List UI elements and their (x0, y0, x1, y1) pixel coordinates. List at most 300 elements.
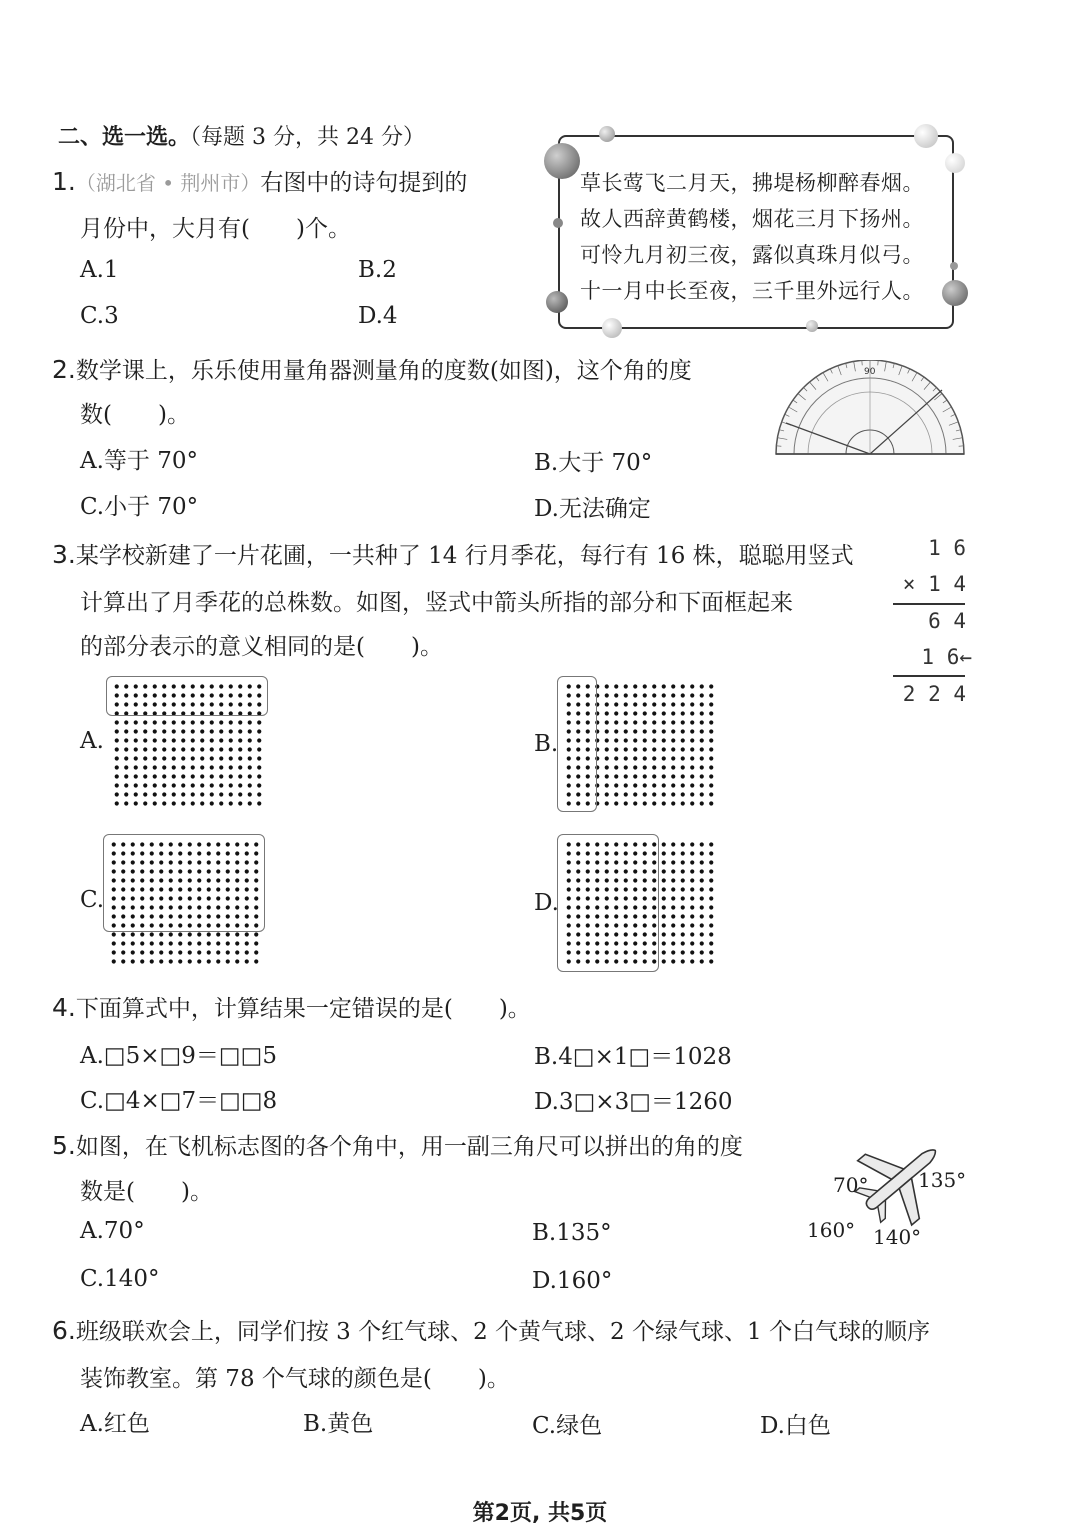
dot (633, 702, 637, 706)
dot (633, 774, 637, 778)
dot (700, 693, 704, 697)
option-b[interactable]: B.2 (358, 257, 397, 283)
option-d[interactable]: D.160° (532, 1268, 613, 1294)
dot (238, 756, 242, 760)
dot (200, 756, 204, 760)
option-a[interactable]: A.等于 70° (80, 448, 198, 474)
dot (124, 747, 128, 751)
option-b[interactable]: B.135° (532, 1220, 612, 1246)
angle-label-70: 70° (833, 1173, 869, 1197)
dot (219, 792, 223, 796)
dot (257, 738, 261, 742)
calc-multiplicand: 1 6 (928, 536, 966, 560)
dot (210, 720, 214, 724)
dot (624, 783, 628, 787)
dot (134, 774, 138, 778)
dot (614, 765, 618, 769)
dot (219, 765, 223, 769)
dot (700, 702, 704, 706)
dot (245, 950, 249, 954)
question-1-line2: 月份中，大月有( )个。 (80, 216, 351, 242)
dot (681, 702, 685, 706)
dot (671, 711, 675, 715)
dot (169, 959, 173, 963)
option-b[interactable]: B.黄色 (303, 1411, 374, 1437)
dot (219, 801, 223, 805)
dot (700, 914, 704, 918)
dot (115, 792, 119, 796)
dot (643, 792, 647, 796)
section-header (58, 120, 425, 151)
option-a[interactable]: A.□5×□9＝□□5 (80, 1043, 278, 1069)
dot (681, 896, 685, 900)
dot (671, 923, 675, 927)
dot (238, 765, 242, 769)
dot (210, 738, 214, 742)
dot (700, 851, 704, 855)
dot (690, 693, 694, 697)
dot (153, 720, 157, 724)
dot (257, 729, 261, 733)
dot (690, 896, 694, 900)
dot (115, 738, 119, 742)
dot (643, 711, 647, 715)
dot (191, 801, 195, 805)
dot (709, 914, 713, 918)
dot (690, 851, 694, 855)
dot (131, 932, 135, 936)
highlight-frame-b (557, 676, 597, 812)
dot (643, 756, 647, 760)
dot (690, 932, 694, 936)
dot (238, 729, 242, 733)
dot (216, 950, 220, 954)
dot (624, 711, 628, 715)
dot (257, 765, 261, 769)
protractor-figure (772, 360, 968, 458)
option-b[interactable]: B.4□×1□＝1028 (534, 1044, 732, 1070)
dot (188, 932, 192, 936)
dot (172, 783, 176, 787)
calc-rule (893, 603, 965, 605)
dot (238, 747, 242, 751)
dot (709, 792, 713, 796)
dot (219, 720, 223, 724)
dot (614, 756, 618, 760)
dot (153, 792, 157, 796)
dot (652, 738, 656, 742)
dot (172, 801, 176, 805)
dot (633, 729, 637, 733)
dot (662, 896, 666, 900)
option-a[interactable]: A.红色 (80, 1411, 150, 1437)
question-6-line2: 装饰教室。第 78 个气球的颜色是( )。 (80, 1366, 510, 1392)
dot (671, 738, 675, 742)
dot (210, 792, 214, 796)
dot (191, 729, 195, 733)
calc-product: 2 2 4 (902, 682, 966, 706)
dot (235, 959, 239, 963)
question-number: 6. (52, 1316, 76, 1345)
dot (257, 783, 261, 787)
dot (652, 774, 656, 778)
dot (605, 801, 609, 805)
dot (690, 756, 694, 760)
dot (200, 792, 204, 796)
dot (229, 756, 233, 760)
question-2-line2: 数( )。 (80, 402, 190, 428)
dot (245, 941, 249, 945)
option-d[interactable]: D.白色 (760, 1413, 831, 1439)
dot (172, 774, 176, 778)
poem-line: 十一月中长至夜，三千里外远行人。 (580, 279, 924, 303)
dot (248, 720, 252, 724)
dot (681, 729, 685, 733)
dot (643, 720, 647, 724)
option-c[interactable]: C.□4×□7＝□□8 (80, 1088, 278, 1114)
dot (681, 792, 685, 796)
dot (229, 783, 233, 787)
dot (681, 959, 685, 963)
dot (624, 765, 628, 769)
dot (662, 941, 666, 945)
dot (210, 729, 214, 733)
dot (162, 792, 166, 796)
dot (652, 756, 656, 760)
dot (188, 941, 192, 945)
dot (681, 842, 685, 846)
dot (690, 923, 694, 927)
question-source: （湖北省 • 荆州市） (75, 171, 261, 195)
option-d[interactable]: D.3□×3□＝1260 (534, 1089, 733, 1115)
dot (254, 941, 258, 945)
dot (614, 738, 618, 742)
dot (229, 792, 233, 796)
question-text: 下面算式中，计算结果一定错误的是( )。 (75, 996, 531, 1022)
dot (172, 756, 176, 760)
dot (124, 792, 128, 796)
dot (671, 851, 675, 855)
dot (245, 959, 249, 963)
dot (238, 792, 242, 796)
dot (178, 950, 182, 954)
dot (248, 729, 252, 733)
section-subtitle: （每题 3 分，共 24 分） (190, 125, 425, 150)
question-6-line1 (52, 1313, 930, 1346)
dot (614, 720, 618, 724)
dot (605, 747, 609, 751)
dot (671, 914, 675, 918)
dot (709, 887, 713, 891)
option-a[interactable]: A. (80, 728, 104, 754)
dot (700, 729, 704, 733)
dot (681, 860, 685, 864)
dot (671, 720, 675, 724)
dot (235, 941, 239, 945)
option-a[interactable]: A.1 (80, 257, 119, 283)
dot (121, 959, 125, 963)
dot (143, 774, 147, 778)
question-2-line1 (52, 352, 692, 385)
bead-decoration (950, 262, 958, 270)
option-c[interactable]: C.小于 70° (80, 494, 199, 520)
dot (188, 950, 192, 954)
dot (700, 959, 704, 963)
dot (700, 905, 704, 909)
dot (134, 801, 138, 805)
dot (134, 720, 138, 724)
question-text: 某学校新建了一片花圃，一共种了 14 行月季花，每行有 16 株，聪聪用竖式 (75, 543, 854, 569)
dot (709, 878, 713, 882)
dot (200, 774, 204, 778)
dot (614, 783, 618, 787)
dot (226, 932, 230, 936)
dot (153, 729, 157, 733)
bead-decoration (914, 124, 938, 148)
dot (229, 720, 233, 724)
dot (153, 774, 157, 778)
dot (143, 747, 147, 751)
dot (181, 720, 185, 724)
dot (633, 711, 637, 715)
dot (700, 878, 704, 882)
calc-rule (893, 675, 965, 677)
dot (662, 711, 666, 715)
dot (254, 950, 258, 954)
dot (709, 941, 713, 945)
dot (210, 774, 214, 778)
dot (115, 756, 119, 760)
dot (624, 747, 628, 751)
dot (700, 932, 704, 936)
dot (235, 932, 239, 936)
dot (159, 959, 163, 963)
dot (134, 792, 138, 796)
dot (216, 941, 220, 945)
dot (633, 684, 637, 688)
dot (671, 905, 675, 909)
dot (681, 684, 685, 688)
poem-line: 草长莺飞二月天，拂堤杨柳醉春烟。 (580, 171, 924, 195)
dot (207, 941, 211, 945)
dot (605, 729, 609, 733)
question-number: 2. (52, 355, 76, 384)
option-c[interactable]: C.140° (80, 1266, 160, 1292)
dot (614, 729, 618, 733)
dot (210, 756, 214, 760)
option-b[interactable]: B.大于 70° (534, 450, 653, 476)
dot (605, 774, 609, 778)
dot (671, 932, 675, 936)
dot (709, 851, 713, 855)
dot (248, 765, 252, 769)
dot (200, 729, 204, 733)
bead-decoration (806, 320, 818, 332)
dot (681, 950, 685, 954)
option-d[interactable]: D.4 (358, 303, 398, 329)
dot (191, 738, 195, 742)
dot (150, 950, 154, 954)
bead-decoration (546, 291, 568, 313)
dot (115, 765, 119, 769)
dot (633, 756, 637, 760)
dot (257, 792, 261, 796)
dot (624, 774, 628, 778)
question-1-line1 (52, 164, 467, 197)
dot (690, 783, 694, 787)
dot (700, 720, 704, 724)
dot (115, 801, 119, 805)
dot (124, 783, 128, 787)
option-a[interactable]: A.70° (80, 1218, 145, 1244)
dot (709, 774, 713, 778)
dot (115, 774, 119, 778)
dot (219, 738, 223, 742)
question-number: 5. (52, 1131, 76, 1160)
dot (709, 747, 713, 751)
bead-decoration (942, 280, 968, 306)
dot (690, 774, 694, 778)
dot (197, 941, 201, 945)
dot (153, 738, 157, 742)
protractor-label: 90 (864, 367, 876, 377)
dot (671, 896, 675, 900)
dot (605, 738, 609, 742)
dot (153, 765, 157, 769)
dot (207, 932, 211, 936)
calc-multiplier: × 1 4 (902, 572, 966, 596)
dot (121, 941, 125, 945)
dot (112, 941, 116, 945)
dot (172, 792, 176, 796)
dot (709, 959, 713, 963)
dot (690, 887, 694, 891)
dot (662, 860, 666, 864)
dot (248, 747, 252, 751)
dot (700, 783, 704, 787)
dot (700, 774, 704, 778)
dot (181, 729, 185, 733)
dot (633, 792, 637, 796)
dot (140, 950, 144, 954)
poem-box (558, 135, 954, 329)
dot (159, 941, 163, 945)
dot (605, 702, 609, 706)
dot (681, 783, 685, 787)
dot (169, 932, 173, 936)
dot (624, 693, 628, 697)
dot (172, 729, 176, 733)
option-c[interactable]: C.绿色 (532, 1413, 603, 1439)
dot (134, 747, 138, 751)
dot (671, 756, 675, 760)
option-b[interactable]: B. (534, 731, 559, 757)
dot (700, 711, 704, 715)
option-c[interactable]: C.3 (80, 303, 119, 329)
dot (700, 801, 704, 805)
dot (134, 783, 138, 787)
dot (643, 801, 647, 805)
dot (662, 959, 666, 963)
dot (690, 869, 694, 873)
dot (614, 693, 618, 697)
dot (257, 756, 261, 760)
dot (605, 792, 609, 796)
dot (124, 801, 128, 805)
dot (681, 869, 685, 873)
dot (235, 950, 239, 954)
dot (671, 842, 675, 846)
dot (124, 756, 128, 760)
dot (643, 693, 647, 697)
dot (143, 729, 147, 733)
dot (624, 801, 628, 805)
dot (671, 792, 675, 796)
bead-decoration (945, 153, 965, 173)
dot (624, 792, 628, 796)
dot (181, 783, 185, 787)
dot (652, 711, 656, 715)
page-number: 第2页, 共5页 (472, 1501, 608, 1526)
dot (245, 932, 249, 936)
dot (681, 932, 685, 936)
dot (690, 792, 694, 796)
dot (614, 684, 618, 688)
dot (681, 738, 685, 742)
dot (671, 860, 675, 864)
dot (643, 765, 647, 769)
dot (690, 684, 694, 688)
dot (643, 747, 647, 751)
dot (605, 693, 609, 697)
dot (159, 932, 163, 936)
calc-partial-2: 1 6← (921, 645, 972, 669)
dot (115, 747, 119, 751)
option-d[interactable]: D.无法确定 (534, 496, 651, 522)
option-c[interactable]: C. (80, 887, 105, 913)
dot (153, 756, 157, 760)
section-title: 二、选一选。 (58, 124, 191, 150)
dot (643, 738, 647, 742)
dot (690, 765, 694, 769)
dot (121, 950, 125, 954)
dot (178, 932, 182, 936)
dot (226, 941, 230, 945)
dot (709, 702, 713, 706)
question-text: 如图，在飞机标志图的各个角中，用一副三角尺可以拼出的角的度 (75, 1134, 743, 1160)
dot (150, 932, 154, 936)
dot (112, 932, 116, 936)
dot (633, 765, 637, 769)
angle-label-160: 160° (807, 1218, 856, 1242)
dot (229, 729, 233, 733)
dot (191, 747, 195, 751)
dot (248, 792, 252, 796)
dot (662, 842, 666, 846)
dot (700, 950, 704, 954)
dot (709, 801, 713, 805)
dot (624, 729, 628, 733)
dot (197, 950, 201, 954)
dot (709, 720, 713, 724)
dot (219, 774, 223, 778)
dot (115, 783, 119, 787)
option-d[interactable]: D. (534, 890, 559, 916)
dot (115, 729, 119, 733)
dot (709, 783, 713, 787)
dot (143, 801, 147, 805)
question-number: 4. (52, 993, 76, 1022)
